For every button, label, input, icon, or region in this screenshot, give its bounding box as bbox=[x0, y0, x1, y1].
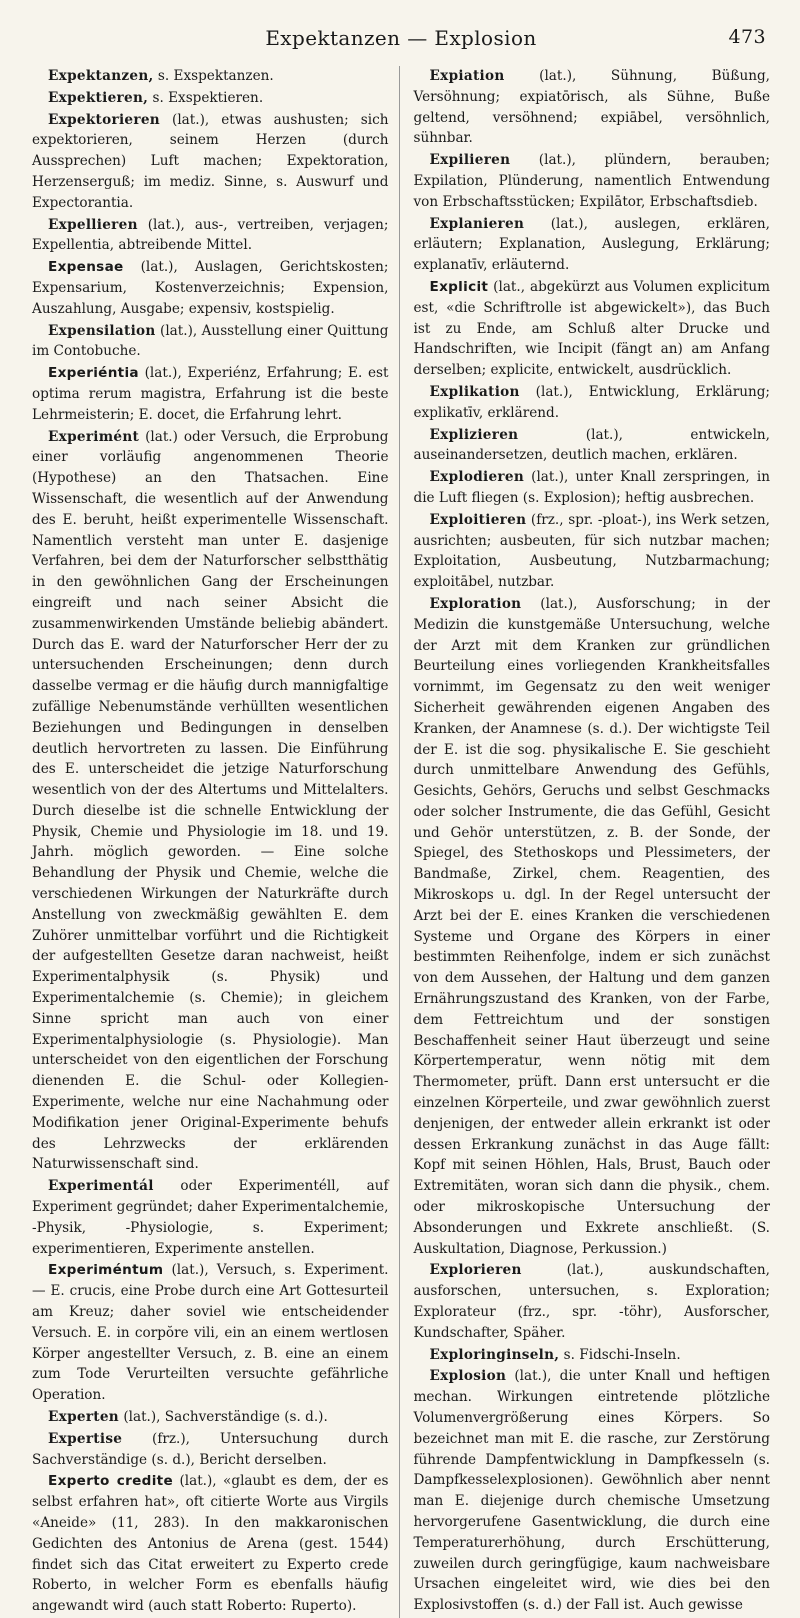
entry-text: (lat.), Ausstellung einer Quittung im Contobuche. bbox=[32, 322, 389, 360]
entry-headword: Explicit bbox=[429, 278, 489, 295]
dictionary-entry bbox=[414, 510, 771, 593]
entry-headword: Expektanzen, bbox=[48, 68, 154, 84]
dictionary-entry bbox=[32, 1471, 389, 1617]
entry-headword: Exploitieren bbox=[429, 511, 527, 528]
entry-text: (lat.) oder Versuch, die Erprobung einer vorläufig angenommenen Theorie (Hypothese) an den Thatsachen. Eine Wissenschaft, die wesentlich auf der Anwendung des E. beruht, heißt experimentelle Wissenschaft. Namentlich versteht man unter E. dasjenige Verfahren, bei dem der Naturforscher selbstthätig in den gewöhnlichen Gang der Erscheinungen eingreift und nach seiner Absicht die zusammenwirkenden Umstände beliebig abändert. Durch das E. ward der Naturforscher Herr der zu untersuchenden Erscheinungen; denn durch dasselbe vermag er die häufig durch mannigfaltige zufällige Nebenumstände verhüllten wesentlichen Beziehungen und Bedingungen in denselben deutlich hervortreten zu lassen. Die Einführung des E. unterscheidet die jetzige Naturforschung wesentlich von der des Altertums und Mittelalters. Durch dieselbe ist die schnelle Entwicklung der Physik, Chemie und Physiologie im 18. und 19. Jahrh. möglich geworden. — Eine solche Behandlung der Physik und Chemie, welche die verschiedenen Wirkungen der Naturkräfte durch Anstellung von zweckmäßig gewählten E. dem Zuhörer unmittelbar vorführt und die Richtigkeit der aufgestellten Gesetze daran nachweist, heißt Experimentalphysik (s. Physik) und Experimentalchemie (s. Chemie); in gleichem Sinne spricht man auch von einer Experimentalphysiologie (s. Physiologie). Man unterscheidet von den eigentlichen der Forschung dienenden E. die Schul- oder Kollegien-Experimente, welche nur eine Nachahmung oder Modifikation jener Original-Experimente behufs des Lehrzwecks der erklärenden Naturwissenschaft sind. bbox=[32, 428, 389, 1173]
dictionary-entry bbox=[32, 427, 389, 1176]
running-head bbox=[32, 26, 770, 56]
dictionary-entry bbox=[32, 215, 389, 257]
entry-headword: Expilieren bbox=[429, 152, 511, 169]
dictionary-entry bbox=[32, 1407, 389, 1428]
entry-text: (lat.), auslegen, erklären, erläutern; Explanation, Auslegung, Erklärung; explanatīv, erläuternd. bbox=[413, 215, 770, 274]
dictionary-entry bbox=[414, 382, 771, 424]
dictionary-entry bbox=[32, 363, 389, 425]
entry-headword: Expellieren bbox=[48, 216, 138, 233]
entry-headword: Explosion bbox=[429, 1368, 507, 1385]
dictionary-entry bbox=[32, 1429, 389, 1471]
dictionary-entry bbox=[32, 66, 389, 87]
dictionary-entry bbox=[32, 257, 389, 319]
dictionary-entry bbox=[32, 321, 389, 363]
entry-headword: Explanieren bbox=[429, 215, 525, 232]
entry-headword: Expektorieren bbox=[48, 111, 160, 128]
entry-headword: Experiéntia bbox=[48, 365, 139, 382]
entry-text: (lat.), Versuch, s. Experiment. — E. crucis, eine Probe durch eine Art Gottesurteil am Kreuz; daher soviel wie entscheidender Versuch. E. in corpŏre vili, ein an einem wertlosen Körper angestellter Versuch, z. B. eine an einem zum Tode Verurteilten versuchte gefährliche Operation. bbox=[32, 1262, 389, 1404]
dictionary-entry bbox=[414, 425, 771, 467]
entry-text: (lat.), auskundschaften, ausforschen, untersuchen, s. Exploration; Explorateur (frz., spr. -töhr), Ausforscher, Kundschafter, Späher. bbox=[413, 1262, 770, 1341]
dictionary-entry bbox=[414, 1366, 771, 1616]
dictionary-entry bbox=[414, 66, 771, 149]
entry-headword: Exploration bbox=[429, 595, 522, 612]
entry-headword: Expiation bbox=[429, 68, 505, 84]
entry-headword: Explorieren bbox=[429, 1262, 522, 1279]
entry-text: (lat.), Sühnung, Büßung, Versöhnung; expiatōrisch, als Sühne, Buße geltend, versöhnend; expiābel, versöhnlich, sühnbar. bbox=[413, 68, 770, 147]
entry-text: oder Experimentéll, auf Experiment gegründet; daher Experimentalchemie, -Physik, -Physiologie, s. Experiment; experimentieren, Experimente anstellen. bbox=[32, 1178, 389, 1257]
left-column bbox=[32, 66, 400, 1618]
entry-text: (frz.), Untersuchung durch Sachverständige (s. d.), Bericht derselben. bbox=[32, 1430, 389, 1468]
entry-text: (lat.), Entwicklung, Erklärung; explikatīv, erklärend. bbox=[413, 383, 770, 421]
entry-text: (lat.), Auslagen, Gerichtskosten; Expensarium, Kostenverzeichnis; Expension, Auszahlung, Ausgabe; expensiv, kostspielig. bbox=[32, 259, 389, 317]
running-title: Expektanzen — Explosion bbox=[265, 26, 537, 50]
dictionary-entry bbox=[32, 1176, 389, 1259]
entry-headword: Expensae bbox=[48, 259, 124, 276]
entry-headword: Experto credite bbox=[48, 1473, 173, 1490]
text-columns bbox=[32, 66, 770, 1618]
entry-text: (lat.), plündern, berauben; Expilation, Plünderung, namentlich Entwendung von Erbschaftsstücken; Expilātor, Erbschaftsdieb. bbox=[413, 152, 770, 210]
entry-text: (lat.), unter Knall zerspringen, in die Luft fliegen (s. Explosion); heftig ausbrechen. bbox=[413, 469, 770, 506]
entry-text: (lat.), entwickeln, auseinandersetzen, deutlich machen, erklären. bbox=[413, 426, 770, 464]
entry-text: (lat.), die unter Knall und heftigen mechan. Wirkungen eintretende plötzliche Volumenvergrößerung eines Körpers. So bezeichnet man mit E. die rasche, zur Zerstörung führende Dampfentwicklung in Dampfkesseln (s. Dampfkesselexplosionen). Gewöhnlich aber nennt man E. diejenige durch chemische Umsetzung hervorgerufene Gasentwicklung, die durch eine Temperaturerhöhung, durch Erschütterung, zuweilen durch geringfügige, kaum nachweisbare Ursachen eingeleitet wird, wie dies bei den Explosivstoffen (s. d.) der Fall ist. Auch gewisse bbox=[413, 1368, 770, 1614]
entry-text: (lat.), etwas aushusten; sich expektorieren, seinem Herzen (durch Aussprechen) Luft machen; Expektoration, Herzenserguß; im mediz. Sinne, s. Auswurf und Expectorantia. bbox=[32, 111, 389, 211]
dictionary-entry bbox=[32, 110, 389, 214]
entry-text: (lat.), «glaubt es dem, der es selbst erfahren hat», oft citierte Worte aus Virgils «Aneide» (11, 283). In den makkaronischen Gedichten des Antonius de Arena (gest. 1544) findet sich das Citat erweitert zu Experto crede Roberto, in welcher Form es ebenfalls häufig angewandt wird (auch statt Roberto: Ruperto). bbox=[32, 1473, 389, 1615]
entry-headword: Explikation bbox=[429, 383, 520, 400]
dictionary-entry bbox=[414, 150, 771, 212]
entry-text: s. Fidschi-Inseln. bbox=[559, 1346, 681, 1363]
entry-text: (lat., abgekürzt aus Volumen explicitum est, «die Schriftrolle ist abgewickelt»), das Buch ist zu Ende, am Schluß alter Drucke und Handschriften, wie Incipit (fängt an) am Anfang derselben; explicite, entwickelt, ausdrücklich. bbox=[413, 278, 770, 379]
dictionary-entry bbox=[32, 88, 389, 109]
dictionary-entry bbox=[414, 467, 771, 509]
right-column bbox=[414, 66, 771, 1618]
entry-text: s. Exspektanzen. bbox=[153, 68, 274, 84]
entry-text: (lat.), Sachverständige (s. d.). bbox=[119, 1409, 328, 1425]
entry-headword: Explizieren bbox=[429, 426, 519, 443]
entry-headword: Explodieren bbox=[429, 469, 525, 486]
entry-headword: Experimént bbox=[48, 428, 140, 445]
dictionary-entry bbox=[414, 214, 771, 276]
entry-headword: Experten bbox=[48, 1409, 119, 1425]
entry-text: (lat.), Ausforschung; in der Medizin die kunstgemäße Untersuchung, welche der Arzt mit dem Kranken zur gründlichen Beurteilung eines vorliegenden Krankheitsfalles vornimmt, im Gegensatz zu den weit weniger Sicherheit gewährenden eigenen Angaben des Kranken, der Anamnese (s. d.). Der wichtigste Teil der E. ist die sog. physikalische E. Sie geschieht durch unmittelbare Anwendung des Gefühls, Gesichts, Gehörs, Geruchs und selbst Geschmacks oder solcher Instrumente, die das Gefühl, Gesicht und Gehör unterstützen, z. B. der Sonde, der Spiegel, des Stethoskops und Plessimeters, der Bandmaße, Zirkel, chem. Reagentien, des Mikroskops u. dgl. In der Regel untersucht der Arzt bei der E. eines Kranken die verschiedenen Systeme und Organe des Körpers in einer bestimmten Reihenfolge, indem er sich zunächst von dem Aussehen, der Haltung und dem ganzen Ernährungszustand des Kranken, von der Farbe, dem Fettreichtum und der sonstigen Beschaffenheit seiner Haut überzeugt und seine Körpertemperatur, wenn nötig mit dem Thermometer, prüft. Dann erst untersucht er die einzelnen Körperteile, und zwar gewöhnlich zuerst denjenigen, der entweder allein erkrankt ist oder dessen Erkrankung zunächst in das Auge fällt: Kopf mit seinen Höhlen, Hals, Brust, Bauch oder Extremitäten, woran sich dann die physik., chem. oder mikroskopische Untersuchung der Absonderungen und Exkrete anschließt. (S. Auskultation, Diagnose, Perkussion.) bbox=[413, 595, 770, 1257]
entry-text: (frz., spr. -ploat-), ins Werk setzen, ausrichten; ausbeuten, für sich nutzbar machen; Exploitation, Ausbeutung, Nutzbarmachung; exploitābel, nutzbar. bbox=[413, 511, 770, 591]
page-number: 473 bbox=[728, 26, 766, 48]
entry-headword: Experimentál bbox=[48, 1178, 154, 1195]
entry-headword: Expektieren, bbox=[48, 89, 149, 106]
entry-headword: Exploringinseln, bbox=[429, 1346, 560, 1363]
dictionary-entry bbox=[414, 594, 771, 1260]
dictionary-entry bbox=[414, 1260, 771, 1343]
entry-headword: Expertise bbox=[48, 1430, 123, 1447]
entry-headword: Experiméntum bbox=[48, 1262, 164, 1279]
dictionary-entry bbox=[414, 1345, 771, 1366]
dictionary-entry bbox=[32, 1260, 389, 1406]
dictionary-entry bbox=[414, 277, 771, 381]
entry-text: s. Exspektieren. bbox=[148, 89, 264, 106]
entry-headword: Expensilation bbox=[48, 322, 156, 339]
entry-text: (lat.), aus-, vertreiben, verjagen; Expellentia, abtreibende Mittel. bbox=[32, 216, 389, 254]
entry-text: (lat.), Experiénz, Erfahrung; E. est optima rerum magistra, Erfahrung ist die beste Lehrmeisterin; E. docet, die Erfahrung lehrt. bbox=[32, 365, 389, 423]
